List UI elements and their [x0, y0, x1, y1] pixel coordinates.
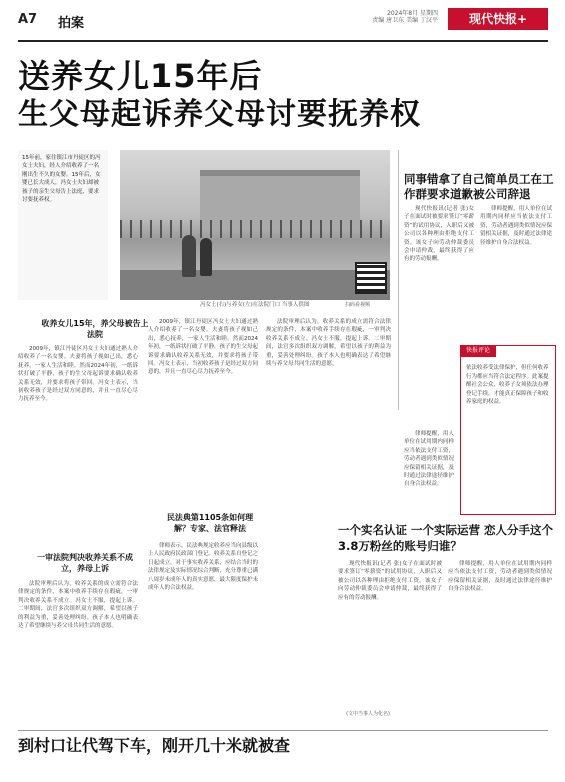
story2-headline: 一个实名认证 一个实际运营 恋人分手这个3.8万粉丝的账号归谁？	[338, 523, 554, 553]
body-text: 律师提醒，用人单位在试用期内同样应当依法支付工资，劳动者遇到类似情况应保留相关证据，及时通过法律途径维护自身合法权益。	[480, 206, 552, 246]
body-text: 现代快报讯(记者 张)女子在面试时被要求签订“零薪资”的试用协议，入职后又被公司以各种理由拒绝支付工资。该女子向劳动仲裁委员会申请仲裁，最终获得了应有的劳动报酬。	[338, 561, 442, 601]
date-block	[372, 10, 438, 24]
headline-line-1: 送养女儿15年后	[18, 57, 263, 95]
sidebar-column-3	[404, 430, 454, 520]
body-text: 2009年，镇江丹徒区冯女士夫妇通过熟人介绍收养了一名女婴。夫妻将孩子视如己出，悉心抚养，一家人生活和睦。然而2024年初，一纸诉状打破了平静，孩子的生父母起诉要求确认收养关系无效，并要求将孩子带回。冯女士表示，当初收养孩子是经过双方同意的，并且一直尽心尽力抚养至今。	[148, 319, 258, 376]
qr-code-icon[interactable]	[355, 262, 387, 294]
body-text: 法院审理后认为，收养关系的成立需符合法律规定的条件，本案中收养手续存在瑕疵，一审判决收养关系不成立。冯女士不服，提起上诉。二审期间，法官多次组织双方调解，希望以孩子的利益为重，妥善处理纠纷。孩子本人也明确表达了希望继续与养父母共同生活的意愿。	[266, 319, 391, 368]
news-photo	[120, 150, 390, 300]
subhead-2: 一审法院判决收养关系不成立，养母上诉	[37, 553, 133, 573]
person-figure	[182, 235, 196, 277]
page-number: A7	[18, 12, 38, 27]
lead-paragraph: 15年前，家住镇江市丹徒区的冯女士夫妇，经人介绍收养了一名刚出生不久的女婴。15年后，女婴已长大成人，冯女士夫妇却被孩子的亲生父母告上法庭，要求讨要抚养权。	[18, 150, 108, 300]
body-column-4	[148, 542, 258, 722]
qr-label: 扫码看视频	[345, 302, 371, 308]
body-column-1	[18, 345, 138, 545]
gate-fence	[120, 220, 390, 238]
reporter-note: (文中当事人为化名)	[346, 711, 390, 717]
body-text: 2009年，镇江丹徒区冯女士夫妇通过熟人介绍收养了一名女婴。夫妻将孩子视如己出，悉心抚养，一家人生活和睦。然而2024年初，一纸诉状打破了平静，孩子的生父母起诉要求确认收养关系无效，并要求将孩子带回。冯女士表示，当初收养孩子是经过双方同意的，并且一直尽心尽力抚养至今。	[18, 346, 138, 403]
headline-line-2: 生父母起诉养父母讨要抚养权	[18, 97, 421, 132]
header-rule	[18, 40, 548, 42]
body-column-2	[18, 580, 138, 720]
masthead	[18, 0, 548, 44]
body-text: 律师表示，民法典规定收养应当向县级以上人民政府民政部门登记。收养关系自登记之日起成立。对于事实收养关系，应结合当时的法律规定及实际情况综合判断，充分尊重已满八周岁未成年人的真实意愿，最大限度保护未成年人的合法权益。	[148, 543, 258, 592]
ground	[120, 270, 390, 300]
person-figure	[200, 238, 212, 276]
story2-column-2	[448, 560, 552, 725]
section-title: 拍案	[58, 16, 85, 31]
body-column-3	[148, 318, 258, 508]
body-text: 律师提醒，用人单位在试用期内同样应当依法支付工资，劳动者遇到类似情况应保留相关证据，及时通过法律途径维护自身合法权益。	[404, 431, 454, 488]
bottom-headline: 到村口让代驾下车，刚开几十米就被查	[18, 736, 291, 755]
body-text: 现代快报讯(记者 张)女子在面试时被要求签订“零薪资”的试用协议，入职后又被公司以各种理由拒绝支付工资。该女子向劳动仲裁委员会申请仲裁，最终获得了应有的劳动报酬。	[404, 206, 474, 263]
column-divider	[398, 150, 399, 410]
body-text: 法院审理后认为，收养关系的成立需符合法律规定的条件，本案中收养手续存在瑕疵，一审判决收养关系不成立。冯女士不服，提起上诉。二审期间，法官多次组织双方调解，希望以孩子的利益为重，妥善处理纠纷。孩子本人也明确表达了希望继续与养父母共同生活的意愿。	[18, 581, 138, 630]
comment-box: 依法收养受法律保护，但任何收养行为都应当符合法定程序。此案提醒社会公众，收养子女须依法办理登记手续，才能真正保障孩子和收养家庭的权益。	[460, 345, 556, 515]
newspaper-logo: 现代快报+	[448, 8, 548, 30]
date-line: 2024年8月 星期四	[387, 10, 438, 17]
main-headline	[18, 56, 518, 134]
photo-caption: 冯女士(右)与养女(左)在法院门口 当事人供图	[200, 302, 310, 308]
sidebar-headline: 同事错拿了自己简单员工在工作群要求道歉被公司辞退	[404, 172, 554, 201]
comment-tag: 快报评论	[460, 345, 496, 357]
editor-line: 责编 唐卫东 美编 丁汉平	[372, 17, 438, 24]
bottom-rule	[18, 730, 548, 731]
body-text: 律师提醒，用人单位在试用期内同样应当依法支付工资，劳动者遇到类似情况应保留相关证据，及时通过法律途径维护自身合法权益。	[448, 561, 552, 593]
subhead-1: 收养女儿15年，养父母被告上法院	[41, 319, 149, 339]
story2-column-1	[338, 560, 442, 725]
subhead-3: 民法典第1105条如何理解？专家、法官释法	[166, 513, 254, 533]
